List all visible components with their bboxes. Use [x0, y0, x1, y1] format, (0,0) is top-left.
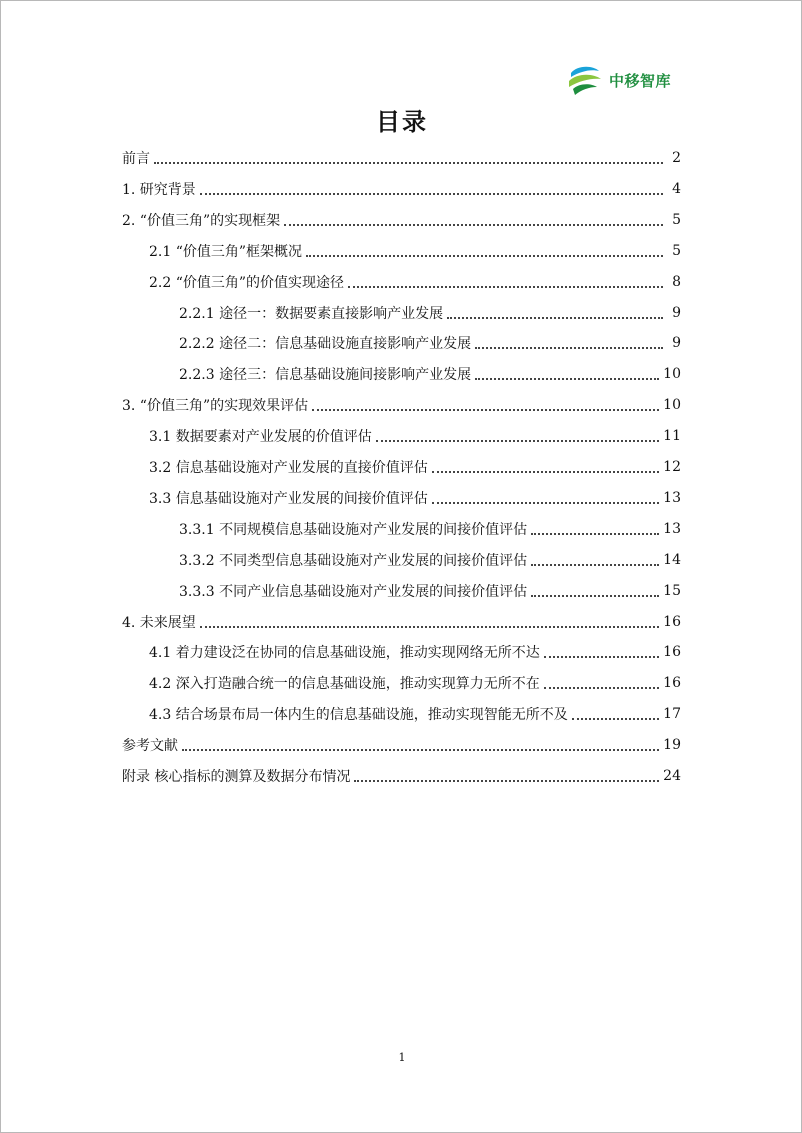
dot-leader: [531, 533, 659, 535]
dot-leader: [544, 687, 659, 689]
toc-entry[interactable]: [179, 576, 681, 606]
dot-leader: [154, 162, 663, 164]
toc-entry-page: 11: [663, 428, 681, 445]
toc-entry-label: 3.3 信息基础设施对产业发展的间接价值评估: [149, 490, 428, 507]
toc-entry-label: 2. “价值三角”的实现框架: [122, 212, 281, 229]
toc-entry-page: 16: [663, 675, 681, 692]
toc-entry-label: 3.2 信息基础设施对产业发展的直接价值评估: [149, 460, 428, 476]
dot-leader: [531, 564, 659, 566]
toc-entry-page: 24: [663, 768, 681, 784]
dot-leader: [200, 193, 663, 195]
toc-entry-page: 9: [672, 304, 681, 321]
toc-entry-label: 3. “价值三角”的实现效果评估: [122, 398, 309, 415]
toc-entry-page: 5: [672, 211, 681, 228]
toc-entry[interactable]: [179, 359, 681, 389]
toc-entry-page: 16: [663, 613, 681, 630]
toc-entry-page: 19: [663, 737, 681, 754]
toc-entry-label: 4.3 结合场景布局一体内生的信息基础设施，推动实现智能无所不及: [149, 707, 568, 724]
logo-mark-icon: [567, 63, 603, 97]
toc-entry[interactable]: [122, 607, 681, 637]
brand-logo: [567, 63, 671, 97]
dot-leader: [376, 440, 659, 442]
dot-leader: [200, 626, 659, 628]
toc-entry[interactable]: [149, 267, 681, 297]
toc-entry-page: 10: [663, 366, 681, 383]
toc-entry-page: 17: [663, 706, 681, 723]
dot-leader: [432, 502, 659, 504]
toc-entry-page: 13: [663, 489, 681, 506]
dot-leader: [531, 595, 659, 597]
toc-entry-label: 3.1 数据要素对产业发展的价值评估: [149, 429, 372, 446]
dot-leader: [447, 317, 663, 319]
toc-entry[interactable]: [122, 730, 681, 760]
toc-entry[interactable]: [122, 205, 681, 235]
toc-entry-page: 5: [672, 242, 681, 259]
toc-entry-page: 13: [663, 520, 681, 537]
toc-entry-page: 16: [663, 644, 681, 661]
toc-entry[interactable]: [179, 545, 681, 575]
toc-entry-page: 8: [672, 273, 681, 290]
toc-entry-label: 2.1 “价值三角”框架概况: [149, 243, 303, 260]
dot-leader: [182, 749, 659, 751]
toc-entry[interactable]: [149, 236, 681, 266]
toc-entry-label: 3.3.2 不同类型信息基础设施对产业发展的间接价值评估: [179, 552, 528, 569]
toc-entry-label: 1. 研究背景: [122, 181, 196, 198]
toc-entry-label: 参考文献: [122, 738, 178, 755]
toc-entry-label: 2.2 “价值三角”的价值实现途径: [149, 274, 345, 291]
toc-entry[interactable]: [179, 328, 681, 358]
toc-entry[interactable]: [179, 298, 681, 328]
toc-entry-label: 4.1 着力建设泛在协同的信息基础设施，推动实现网络无所不达: [149, 645, 540, 662]
dot-leader: [475, 347, 663, 349]
toc-entry-page: 4: [672, 180, 681, 197]
dot-leader: [284, 224, 663, 226]
toc-entry[interactable]: [149, 668, 681, 698]
toc-entry-label: 4.2 深入打造融合统一的信息基础设施，推动实现算力无所不在: [149, 676, 540, 693]
dot-leader: [572, 718, 659, 720]
toc-entry-label: 3.3.3 不同产业信息基础设施对产业发展的间接价值评估: [179, 583, 528, 600]
dot-leader: [475, 378, 659, 380]
toc-entry-label: 2.2.1 途径一：数据要素直接影响产业发展: [179, 305, 444, 322]
page-number: 1: [398, 1051, 406, 1064]
toc-entry[interactable]: [122, 174, 681, 204]
logo-text: 中移智库: [609, 71, 672, 90]
toc-entry-label: 4. 未来展望: [122, 614, 196, 631]
toc-entry[interactable]: [122, 761, 681, 791]
dot-leader: [306, 255, 663, 257]
toc-entry-page: 12: [663, 459, 681, 475]
toc-entry-page: 15: [663, 582, 681, 599]
toc-entry[interactable]: [122, 143, 681, 173]
toc-entry-page: 2: [672, 150, 681, 166]
dot-leader: [354, 780, 659, 782]
toc-entry-page: 9: [672, 335, 681, 352]
toc-entry[interactable]: [149, 637, 681, 667]
toc-entry[interactable]: [149, 483, 681, 513]
toc-entry-label: 前言: [122, 151, 150, 167]
toc-entry-label: 附录 核心指标的测算及数据分布情况: [122, 769, 351, 785]
dot-leader: [432, 471, 659, 473]
toc-entry[interactable]: [179, 514, 681, 544]
toc-entry[interactable]: [122, 390, 681, 420]
page-title: 目录: [376, 108, 428, 136]
dot-leader: [312, 409, 659, 411]
dot-leader: [544, 656, 659, 658]
toc-entry[interactable]: [149, 421, 681, 451]
toc-entry[interactable]: [149, 452, 681, 482]
toc-entry-label: 3.3.1 不同规模信息基础设施对产业发展的间接价值评估: [179, 521, 528, 538]
dot-leader: [348, 286, 663, 288]
toc-entry-page: 14: [663, 551, 681, 568]
toc-entry[interactable]: [149, 699, 681, 729]
toc-entry-label: 2.2.3 途径三：信息基础设施间接影响产业发展: [179, 367, 472, 384]
toc-entry-page: 10: [663, 397, 681, 414]
toc-entry-label: 2.2.2 途径二：信息基础设施直接影响产业发展: [179, 336, 472, 353]
